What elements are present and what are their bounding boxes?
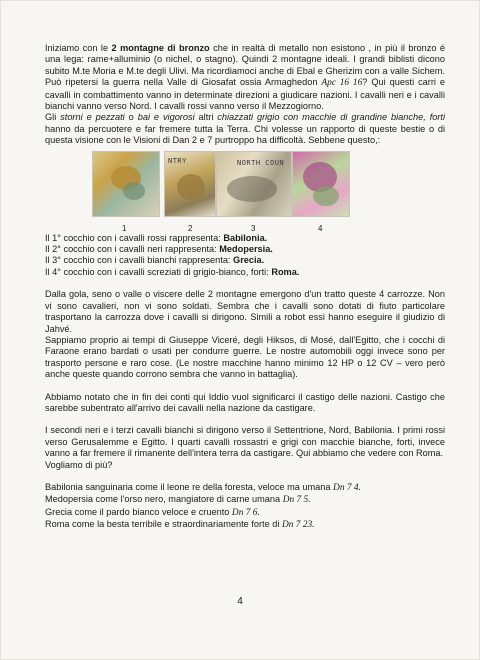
document-body: [45, 43, 445, 532]
list-item: Medopersia come l'orso nero, mangiatore di carne umana Dn 7 5.: [45, 494, 311, 506]
stamp-image-2: NTRY: [164, 151, 216, 217]
list-item: Il 1° cocchio con i cavalli rossi rappresenta: Babilonia.: [45, 232, 268, 243]
paragraph-egypt: Sappiamo proprio ai tempi di Giuseppe Viceré, degli Hiksos, di Mosé, dall'Egitto, che i cocchi di Faraone erano bardati o usati per condurre guerre. Le nostre automobili oggi invece sono per trasporto persone e raro cose. (Le nostre macchine hanno minimo 12 HP o 12 CV – vero però anche queste quando corrono sembra che vanno in battaglia).: [45, 334, 445, 380]
list-item: Il 3° cocchio con i cavalli bianchi rappresenta: Grecia.: [45, 255, 265, 266]
stamp-numbers: [92, 223, 352, 233]
list-item: Il 4° cocchio con i cavalli screziati di grigio-bianco, forti: Roma.: [45, 266, 300, 277]
stamp-images: [92, 151, 352, 223]
stamp-number: 3: [251, 223, 256, 233]
bible-reference: Apc 16 16: [321, 78, 363, 89]
bold-phrase: 2 montagne di bronzo: [111, 43, 210, 53]
list-item: Babilonia sanguinaria come il leone re della foresta, veloce ma umana Dn 7 4.: [45, 481, 361, 493]
stamp-image-4: [292, 151, 350, 217]
paragraph-horses: Gli storni e pezzati o bai e vigorosi altri chiazzati grigio con macchie di grandine bianche, forti hanno da percuotere e far fremere tutta la Terra. Chi volesse un rapporto di queste bestie o di questa visione con le Visioni di Dan 2 e 7 purtroppo ha difficoltà. Sebbene questo,:: [45, 112, 446, 146]
paragraph-question: Vogliamo di più?: [45, 459, 113, 470]
stamp-number: 4: [318, 223, 323, 233]
daniel-references: [45, 482, 445, 532]
paragraph-directions: I secondi neri e i terzi cavalli bianchi si dirigono verso il Settentrione, Nord, Babilonia. I primi rossi verso Gerusalemme e Egitto. I quarti cavalli rossastri e grigi con macchie bianche, forti, invece vanno a far fremere il rimanente dell'intera terra da castigare. Qui abbiamo che vedere con Roma.: [45, 425, 445, 459]
stamp-number: 1: [122, 223, 127, 233]
bible-reference: Dn 7 5.: [282, 495, 311, 506]
stamp-image-3: NORTH COUN: [216, 151, 292, 217]
paragraph-carriages: Dalla gola, seno o valle o viscere delle 2 montagne emergono d'un tratto queste 4 carrozze. Non vi sono cavalieri, non vi sono soldati. Sembra che i cavalli sono dotati di fiuto particolare trasportano la carrozza dove i cavalli si dirigono. Simili a robot essi hanno eseguire il giudizio di Jahvé.: [45, 289, 445, 334]
paragraph-punishment: Abbiamo notato che in fin dei conti qui Iddio vuol significarci il castigo delle nazioni. Castigo che sarebbe subentrato all'arrivo dei cavalli nella nazione da castigare.: [45, 391, 445, 413]
bible-reference: Dn 7 4.: [333, 482, 361, 493]
chariot-list: [45, 233, 445, 279]
bible-reference: Dn 7 23.: [281, 520, 315, 531]
stamp-number: 2: [188, 223, 193, 233]
page-number: 4: [237, 596, 243, 607]
list-item: Roma come la besta terribile e straordinariamente forte di Dn 7 23.: [45, 519, 315, 531]
list-item: Il 2° cocchio con i cavalli neri rappresenta: Medopersia.: [45, 244, 273, 255]
bible-reference: Dn 7 6.: [231, 507, 260, 518]
list-item: Grecia come il pardo bianco veloce e cruento Dn 7 6.: [45, 506, 260, 518]
stamp-image-1: [92, 151, 160, 217]
paragraph-intro: Iniziamo con le 2 montagne di bronzo che in realtà di metallo non esistono , in più il bronzo é una lega: rame+alluminio (o nichel, o stagno). Quindi 2 montagne ideali. I grandi biblisti dicono subito M.te Moria e M.te degli Ulivi. Ma ricordiamoci anche di Ebal e Gherizim con a valle Sichem. Può ripetersi la guerra nella Valle di Giosafat ossia Armaghedon Apc 16 16? Qui questi carri e cavalli in combattimento vanno in determinate direzioni a giudicare nazioni. I cavalli neri e i cavalli bianchi vanno verso Nord. I cavalli rossi vanno verso il Mezzogiorno.: [45, 43, 446, 112]
